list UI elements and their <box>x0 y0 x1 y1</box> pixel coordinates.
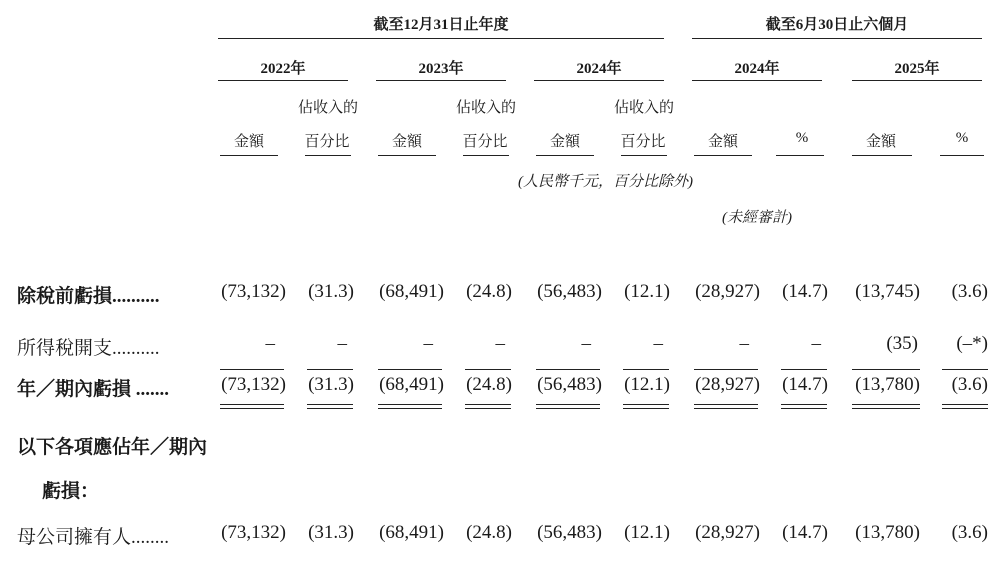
table-cell: (28,927) <box>695 374 760 395</box>
total-double-rule <box>220 404 284 409</box>
table-cell: (35) <box>886 333 918 354</box>
table-cell: – <box>423 333 433 354</box>
sum-rule <box>623 369 669 370</box>
table-cell: – <box>495 333 505 354</box>
table-cell: (13,745) <box>855 281 920 302</box>
group-title-half: 截至6月30日止六個月 <box>765 17 909 33</box>
table-cell: (56,483) <box>537 374 602 395</box>
sum-rule <box>781 369 827 370</box>
table-cell: (68,491) <box>379 522 444 543</box>
year-header-2024-half: 2024年 <box>734 61 780 77</box>
col-header-pct-line2: 百分比 <box>304 134 350 150</box>
total-double-rule <box>781 404 827 409</box>
col-underline <box>694 155 752 156</box>
table-cell: (31.3) <box>308 281 354 302</box>
year-underline-2024-half <box>692 80 822 81</box>
col-header-amount: 金額 <box>549 134 580 150</box>
group-underline-half <box>692 38 982 39</box>
col-underline <box>220 155 278 156</box>
year-header-2025-half: 2025年 <box>894 61 940 77</box>
col-header-pct-line2: 百分比 <box>620 134 666 150</box>
table-cell: (73,132) <box>221 281 286 302</box>
sum-rule <box>852 369 920 370</box>
col-underline <box>621 155 667 156</box>
table-cell: (24.8) <box>466 374 512 395</box>
sum-rule <box>220 369 284 370</box>
table-cell: (68,491) <box>379 374 444 395</box>
col-underline <box>305 155 351 156</box>
year-header-2023: 2023年 <box>418 61 464 77</box>
year-underline-2022 <box>218 80 348 81</box>
table-cell: (12.1) <box>624 374 670 395</box>
table-cell: (14.7) <box>782 281 828 302</box>
year-underline-2023 <box>376 80 506 81</box>
sum-rule <box>465 369 511 370</box>
total-double-rule <box>378 404 442 409</box>
table-cell: (3.6) <box>951 522 988 543</box>
table-cell: (14.7) <box>782 522 828 543</box>
table-cell: (73,132) <box>221 374 286 395</box>
col-header-pct-line1: 佔收入的 <box>456 100 517 116</box>
table-cell: (68,491) <box>379 281 444 302</box>
total-double-rule <box>307 404 353 409</box>
col-header-pct-symbol: % <box>955 130 969 146</box>
table-cell: (73,132) <box>221 522 286 543</box>
table-cell: (28,927) <box>695 281 760 302</box>
col-underline <box>776 155 824 156</box>
col-header-pct-line1: 佔收入的 <box>298 100 359 116</box>
table-cell: (24.8) <box>466 281 512 302</box>
total-double-rule <box>465 404 511 409</box>
year-header-2022: 2022年 <box>260 61 306 77</box>
row-label-owners-of-parent: 母公司擁有人........ <box>17 527 170 548</box>
table-cell: (13,780) <box>855 522 920 543</box>
table-cell: (28,927) <box>695 522 760 543</box>
table-cell: (56,483) <box>537 281 602 302</box>
table-cell: (12.1) <box>624 522 670 543</box>
col-underline <box>378 155 436 156</box>
group-underline-year <box>218 38 664 39</box>
sum-rule <box>307 369 353 370</box>
sum-rule <box>536 369 600 370</box>
col-header-amount: 金額 <box>391 134 422 150</box>
total-double-rule <box>942 404 988 409</box>
table-cell: – <box>653 333 663 354</box>
row-label-loss-for-period: 年／期內虧損 ....... <box>17 379 170 400</box>
table-cell: (12.1) <box>624 281 670 302</box>
row-label-attributable-line1: 以下各項應佔年／期內 <box>17 437 208 458</box>
table-cell: (14.7) <box>782 374 828 395</box>
row-label-loss-before-tax: 除稅前虧損.......... <box>17 286 160 307</box>
year-underline-2024 <box>534 80 664 81</box>
table-cell: – <box>811 333 821 354</box>
col-header-amount: 金額 <box>707 134 738 150</box>
table-cell: (56,483) <box>537 522 602 543</box>
table-cell: – <box>581 333 591 354</box>
year-header-2024: 2024年 <box>576 61 622 77</box>
col-header-pct-line1: 佔收入的 <box>614 100 675 116</box>
total-double-rule <box>536 404 600 409</box>
total-double-rule <box>623 404 669 409</box>
total-double-rule <box>852 404 920 409</box>
table-cell: – <box>739 333 749 354</box>
col-header-pct-line2: 百分比 <box>462 134 508 150</box>
sum-rule <box>942 369 988 370</box>
col-underline <box>940 155 984 156</box>
sum-rule <box>378 369 442 370</box>
year-underline-2025-half <box>852 80 982 81</box>
row-label-income-tax: 所得稅開支.......... <box>17 338 160 359</box>
total-double-rule <box>694 404 758 409</box>
table-cell: (31.3) <box>308 522 354 543</box>
table-cell: (3.6) <box>951 281 988 302</box>
row-label-attributable-line2: 虧損： <box>42 481 100 502</box>
table-cell: (24.8) <box>466 522 512 543</box>
table-cell: (3.6) <box>951 374 988 395</box>
unit-note: (人民幣千元，百分比除外) <box>518 174 693 190</box>
col-header-amount: 金額 <box>865 134 896 150</box>
col-underline <box>536 155 594 156</box>
col-header-pct-symbol: % <box>795 130 809 146</box>
col-underline <box>463 155 509 156</box>
col-header-amount: 金額 <box>233 134 264 150</box>
table-cell: – <box>337 333 347 354</box>
table-cell: – <box>265 333 275 354</box>
group-title-year: 截至12月31日止年度 <box>373 17 509 33</box>
sum-rule <box>694 369 758 370</box>
table-cell: (31.3) <box>308 374 354 395</box>
unaudited-note: (未經審計) <box>722 210 792 226</box>
table-cell: (–*) <box>956 333 988 354</box>
col-underline <box>852 155 912 156</box>
table-cell: (13,780) <box>855 374 920 395</box>
